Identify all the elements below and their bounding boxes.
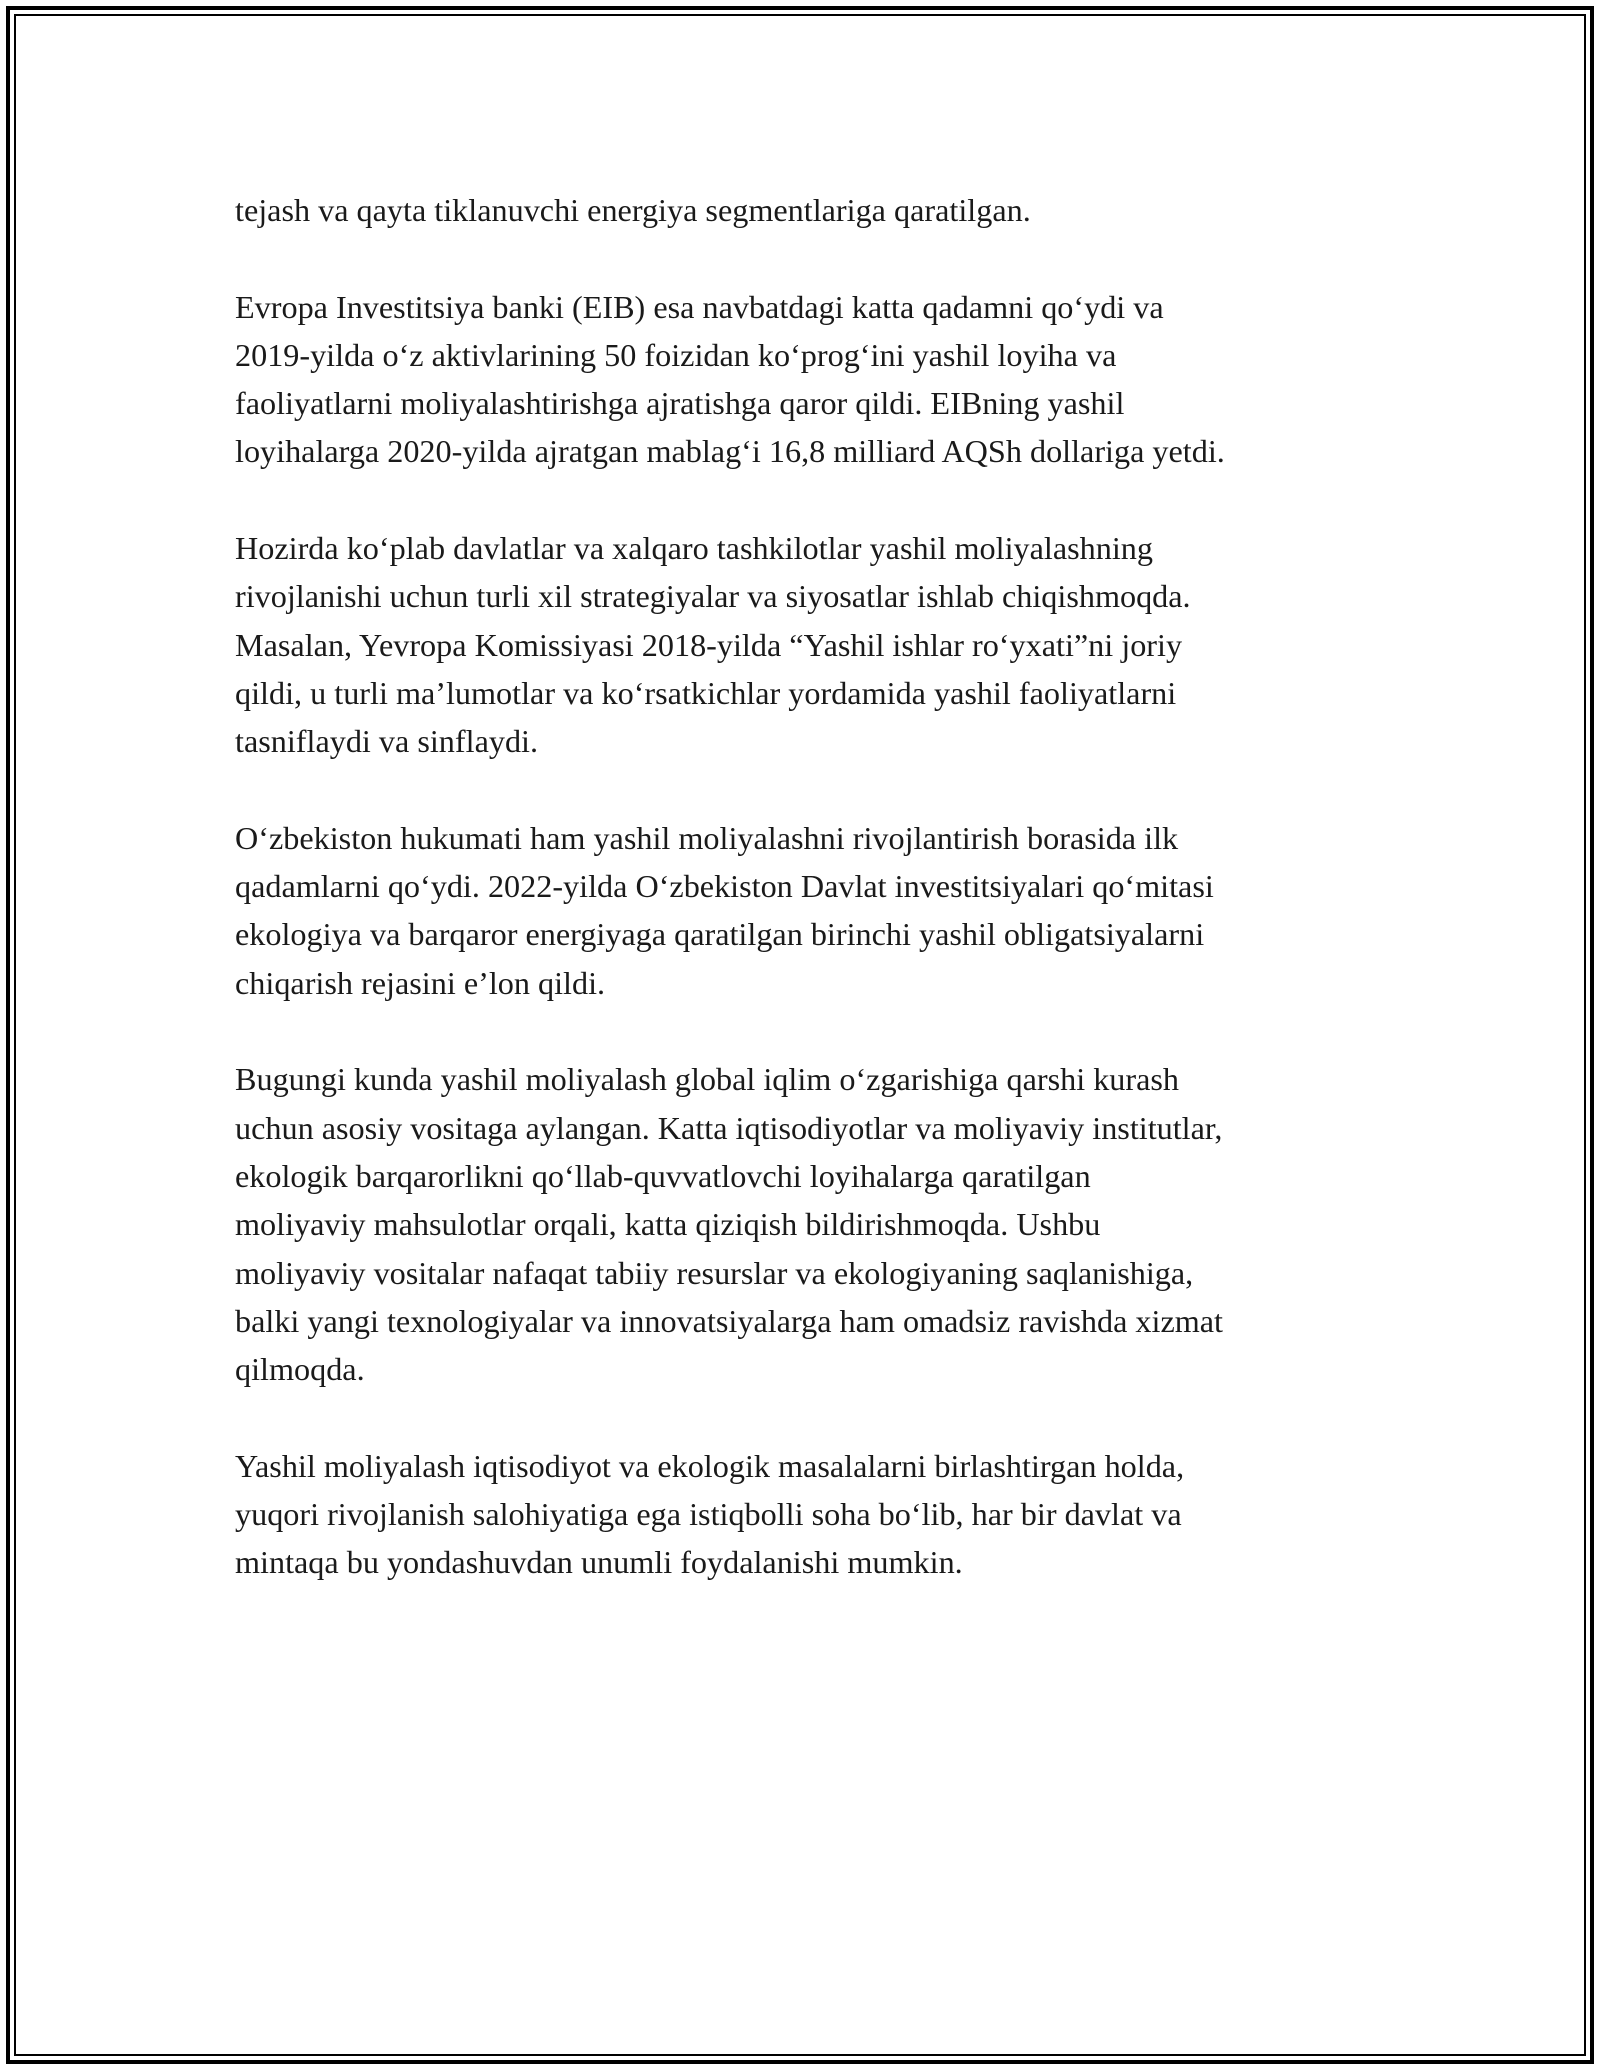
paragraph-1: tejash va qayta tiklanuvchi energiya segmentlariga qaratilgan. <box>235 192 1031 228</box>
paragraph-4: O‘zbekiston hukumati ham yashil moliyalashni rivojlantirish borasida ilk qadamlarni qo‘ydi. 2022-yilda O‘zbekiston Davlat investitsiyalari qo‘mitasi ekologiya va barqaror energiyaga qaratilgan birinchi yashil obligatsiyalarni chiqarish rejasini e’lon qildi. <box>235 819 1214 1001</box>
paragraph-6: Yashil moliyalash iqtisodiyot va ekologik masalalarni birlashtirgan holda, yuqori rivojlanish salohiyatiga ega istiqbolli soha bo‘lib, har bir davlat va mintaqa bu yondashuvdan unumli foydalanishi mumkin. <box>235 1447 1185 1581</box>
paragraph-2: Evropa Investitsiya banki (EIB) esa navbatdagi katta qadamni qo‘ydi va 2019-yilda o‘z aktivlarining 50 foizidan ko‘prog‘ini yashil loyiha va faoliyatlarni moliyalashtirishga ajratishga qaror qildi. EIBning yashil loyihalarga 2020-yilda ajratgan mablag‘i 16,8 milliard AQSh dollariga yetdi. <box>235 288 1225 470</box>
paragraph-3: Hozirda ko‘plab davlatlar va xalqaro tashkilotlar yashil moliyalashning rivojlanishi uchun turli xil strategiyalar va siyosatlar ishlab chiqishmoqda. Masalan, Yevropa Komissiyasi 2018-yilda “Yashil ishlar ro‘yxati”ni joriy qildi, u turli ma’lumotlar va ko‘rsatkichlar yordamida yashil faoliyatlarni tasniflaydi va sinflaydi. <box>235 530 1191 760</box>
paragraph-5: Bugungi kunda yashil moliyalash global iqlim o‘zgarishiga qarshi kurash uchun asosiy vositaga aylangan. Katta iqtisodiyotlar va moliyaviy institutlar, ekologik barqarorlikni qo‘llab-quvvatlovchi loyihalarga qaratilgan moliyaviy mahsulotlar orqali, katta qiziqish bildirishmoqda. Ushbu moliyaviy vositalar nafaqat tabiiy resurslar va ekologiyaning saqlanishiga, balki yangi texnologiyalar va innovatsiyalarga ham omadsiz ravishda xizmat qilmoqda. <box>235 1061 1223 1388</box>
document-body <box>235 186 1375 1635</box>
